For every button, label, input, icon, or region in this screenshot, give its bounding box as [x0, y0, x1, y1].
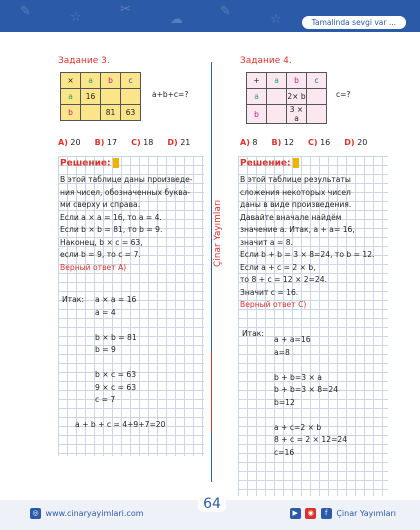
calc-label: Итак: — [242, 329, 264, 338]
doodle-icon: ☆ — [70, 10, 82, 25]
task-4-title: Задание 4. — [240, 56, 292, 66]
pencil-icon — [293, 158, 299, 168]
page-number: 64 — [198, 496, 226, 512]
table-row — [247, 89, 327, 105]
answer-option[interactable]: C) 18 — [131, 138, 154, 147]
instagram-icon: ◉ — [305, 508, 316, 519]
doodle-icon: ✂ — [120, 2, 131, 17]
column-divider-accent — [211, 352, 212, 432]
side-brand: Çinar Yayımları — [213, 199, 223, 267]
calc-steps: a × a = 16 a = 4 b × b = 81 b = 9 b × c = 63 9 × c = 63 c = 7 a + b + c = 4+9+7=20 — [75, 295, 166, 429]
calc-label: Итак: — [62, 295, 84, 304]
answer-option[interactable]: D) 21 — [167, 138, 191, 147]
table-cell: 16 — [81, 89, 101, 105]
table-cell: b — [287, 73, 307, 89]
task-3-question: a+b+c=? — [152, 90, 189, 99]
table-row — [247, 105, 327, 124]
page-content — [0, 32, 420, 500]
calc-steps: a + a=16 a=8 b + b=3 × a b + b=3 × 8=24 b=12 a + c=2 × b 8 + c = 2 × 12=24 c=16 — [274, 335, 348, 457]
solution-title: Решение: — [240, 158, 299, 169]
table-cell: a — [267, 73, 287, 89]
pencil-icon — [113, 158, 119, 168]
table-cell — [267, 105, 287, 124]
facebook-icon: f — [321, 508, 332, 519]
task-3-title: Задание 3. — [58, 56, 110, 66]
task-4-table — [246, 72, 327, 124]
table-row — [61, 73, 141, 89]
youtube-icon: ▶ — [290, 508, 301, 519]
footer — [0, 496, 420, 530]
solution-title: Решение: — [60, 158, 119, 169]
table-cell — [267, 89, 287, 105]
table-cell — [121, 89, 141, 105]
task-4-answers — [240, 138, 381, 147]
table-cell: c — [121, 73, 141, 89]
footer-social[interactable]: ▶ ◉ f Çinar Yayımları — [290, 508, 396, 519]
table-cell: b — [247, 105, 267, 124]
doodle-icon: ☁ — [170, 12, 183, 27]
table-cell: a — [81, 73, 101, 89]
table-cell — [101, 89, 121, 105]
header-band — [0, 0, 420, 32]
table-cell: 2× b — [287, 89, 307, 105]
table-cell: + — [247, 73, 267, 89]
table-cell: 81 — [101, 105, 121, 121]
answer-option[interactable]: B) 17 — [94, 138, 118, 147]
answer-option[interactable]: A) 20 — [58, 138, 81, 147]
table-cell: b — [101, 73, 121, 89]
solution-text: В этой таблице даны произведе- ния чисел, обозначенных буква- ми сверху и справа. Если a × a = 16, то a = 4. Если b × b = 81, то b = 9. Наконец, b × c = 63, если b = 9, то c = 7. Верный ответ A) — [60, 175, 193, 272]
doodle-icon: ✎ — [20, 4, 31, 19]
task-3-table — [60, 72, 141, 121]
doodle-icon: ☆ — [270, 12, 282, 27]
doodle-icon: ✎ — [220, 4, 231, 19]
task-4-question: c=? — [336, 90, 351, 99]
header-tag: Tamalinda sevgi var ... — [302, 16, 406, 29]
answer-option[interactable]: A) 8 — [240, 138, 258, 147]
table-cell: 63 — [121, 105, 141, 121]
solution-text: В этой таблице результаты сложения некоторых чисел даны в виде произведения. Давайте вначале найдём значение a. Итак, a + a= 16, значит a = 8. Если b + b = 3 × 8=24, то b = 12. Если a + c = 2 × b, то 8 + c = 12 × 2=24. Значит c = 16. Верный ответ C) — [240, 175, 375, 309]
table-cell: a — [247, 89, 267, 105]
table-row — [247, 73, 327, 89]
footer-website[interactable]: ◎ www.cinaryayimlari.com — [30, 508, 144, 519]
globe-icon: ◎ — [30, 508, 41, 519]
answer-option[interactable]: D) 20 — [344, 138, 368, 147]
table-cell: b — [61, 105, 81, 121]
table-cell — [81, 105, 101, 121]
table-row — [61, 89, 141, 105]
table-row — [61, 105, 141, 121]
table-cell: c — [307, 73, 327, 89]
table-cell: a — [61, 89, 81, 105]
answer-option[interactable]: C) 16 — [308, 138, 331, 147]
table-cell — [307, 105, 327, 124]
table-cell: × — [61, 73, 81, 89]
task-3-answers — [58, 138, 204, 147]
table-cell — [307, 89, 327, 105]
answer-option[interactable]: B) 12 — [271, 138, 294, 147]
table-cell: 3 × a — [287, 105, 307, 124]
